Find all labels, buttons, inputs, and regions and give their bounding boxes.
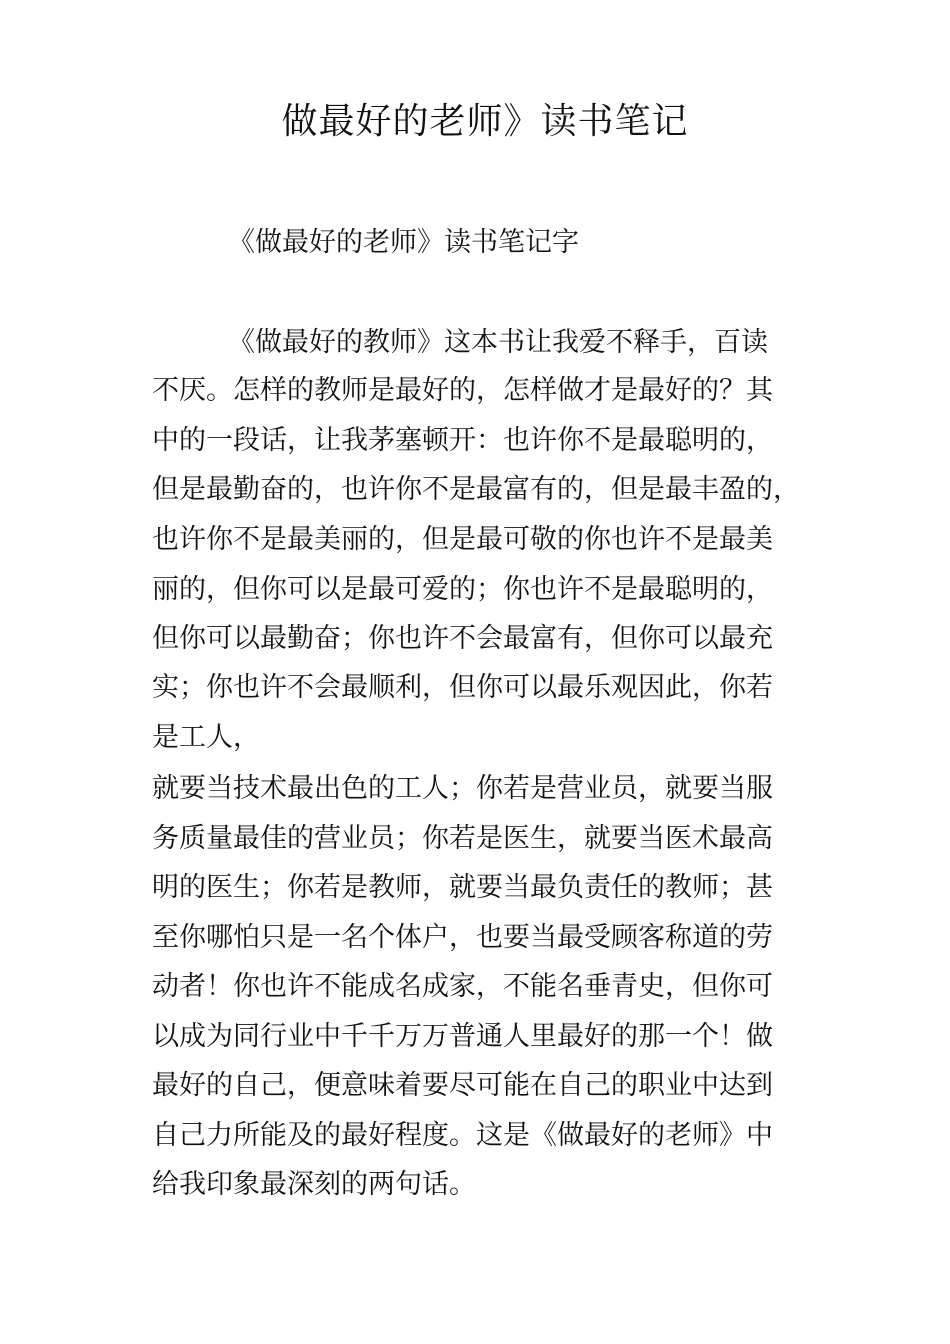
body-line: 丽的，但你可以是最可爱的；你也许不是最聪明的， xyxy=(152,574,773,605)
body-line: 实；你也许不会最顺利，但你可以最乐观因此，你若 xyxy=(152,672,773,703)
body-line: 最好的自己，便意味着要尽可能在自己的职业中达到 xyxy=(152,1070,773,1101)
body-line: 务质量最佳的营业员；你若是医生，就要当医术最高 xyxy=(152,823,773,854)
document-title: 做最好的老师》读书笔记 xyxy=(281,101,689,142)
body-line: 至你哪怕只是一名个体户，也要当最受顾客称道的劳 xyxy=(152,922,773,953)
body-line: 就要当技术最出色的工人；你若是营业员，就要当服 xyxy=(152,773,773,804)
body-line: 但是最勤奋的，也许你不是最富有的，但是最丰盈的， xyxy=(152,474,800,505)
body-line: 以成为同行业中千千万万普通人里最好的那一个！做 xyxy=(152,1021,773,1052)
body-line: 但你可以最勤奋；你也许不会最富有，但你可以最充 xyxy=(152,623,773,654)
body-line: 《做最好的教师》这本书让我爱不释手，百读 xyxy=(228,327,768,358)
body-line: 是工人， xyxy=(152,722,260,753)
body-line: 明的医生；你若是教师，就要当最负责任的教师；甚 xyxy=(152,872,773,903)
body-line: 中的一段话，让我茅塞顿开：也许你不是最聪明的， xyxy=(152,425,773,456)
body-line: 也许你不是最美丽的，但是最可敬的你也许不是最美 xyxy=(152,524,773,555)
body-line: 不厌。怎样的教师是最好的，怎样做才是最好的？其 xyxy=(152,375,773,406)
body-line: 自己力所能及的最好程度。这是《做最好的老师》中 xyxy=(152,1120,773,1151)
body-line: 给我印象最深刻的两句话。 xyxy=(152,1169,476,1200)
document-subtitle: 《做最好的老师》读书笔记字 xyxy=(228,227,579,258)
body-line: 动者！你也许不能成名成家，不能名垂青史，但你可 xyxy=(152,971,773,1002)
